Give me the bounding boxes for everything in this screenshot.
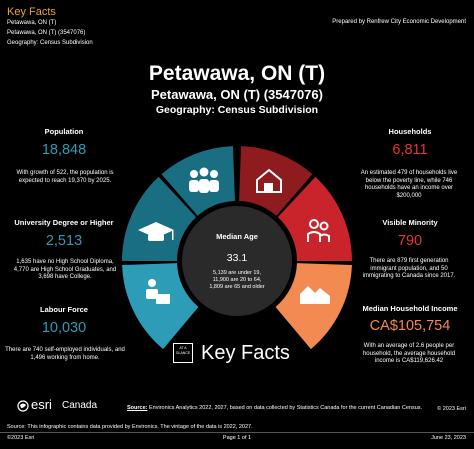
households-desc: An estimated 479 of households live below the poverty line, while 746 households have an income over $200,000 [360,170,458,199]
labour-desc: There are 740 self-employed individuals, and 1,496 working from home. [5,347,125,361]
page-subtitle: Petawawa, ON (T) (3547076) [151,87,323,102]
visible-minority-value: 790 [397,233,423,249]
population-label: Population [44,127,84,136]
esri-globe-icon [17,399,29,417]
header-line-3: Geography: Census Subdivision [7,40,93,46]
copyright-right: © 2023 Esri [437,406,466,412]
esri-country: Canada [62,400,98,411]
page-geography: Geography: Census Subdivision [155,104,319,116]
page-title: Petawawa, ON (T) [148,62,326,85]
footer-note: Source: This infographic contains data provided by Environics. The vintage of the data is 2022, 2027. [7,424,253,430]
footer-divider [0,432,474,433]
at-a-glance-logo: AT A GLANCE [173,343,193,363]
source-line: Source: Environics Analytics 2022, 2027, based on data collected by Statistics Canada for the current Canadian Census. [127,405,423,411]
header-title: Key Facts [7,6,56,18]
households-value: 6,811 [392,142,428,158]
population-value: 18,848 [41,142,87,158]
footer-right: June 23, 2023 [431,435,466,441]
footer-center: Page 1 of 1 [222,435,252,441]
population-desc: With growth of 522, the population is expected to reach 19,370 by 2025. [16,170,114,184]
university-value: 2,513 [45,233,83,249]
median-income-desc: With an average of 2.6 people per household, the average household income is CA$119,626.42 [362,343,456,364]
households-label: Households [388,127,432,136]
university-label: University Degree or Higher [14,218,114,227]
median-age-desc: 5,139 are under 19, 11,900 are 20 to 64, 1,809 are 65 and older [209,270,265,290]
header-line-1: Petawawa, ON (T) [7,20,57,26]
header-line-2: Petawawa, ON (T) (3547076) [7,30,86,36]
esri-logo-text: esri [31,397,52,412]
key-facts-badge: Key Facts [201,342,290,364]
labour-value: 10,030 [41,320,87,336]
footer-left: ©2023 Esri [7,435,35,441]
median-age-label: Median Age [216,232,258,241]
labour-label: Labour Force [40,305,88,314]
visible-minority-desc: There are 879 first generation immigrant population, and 50 immigrating to Canada since 2017. [362,258,456,279]
median-age-value: 33.1 [226,252,248,264]
median-income-label: Median Household Income [362,304,458,313]
university-desc: 1,635 have no High School Diploma, 4,770 are High School Graduates, and 3,698 have College. [13,259,117,280]
prepared-by: Prepared by Renfrew City Economic Development [332,19,466,25]
visible-minority-label: Visible Minority [382,218,438,227]
family-icon [189,168,219,194]
median-income-value: CA$105,754 [369,318,451,334]
